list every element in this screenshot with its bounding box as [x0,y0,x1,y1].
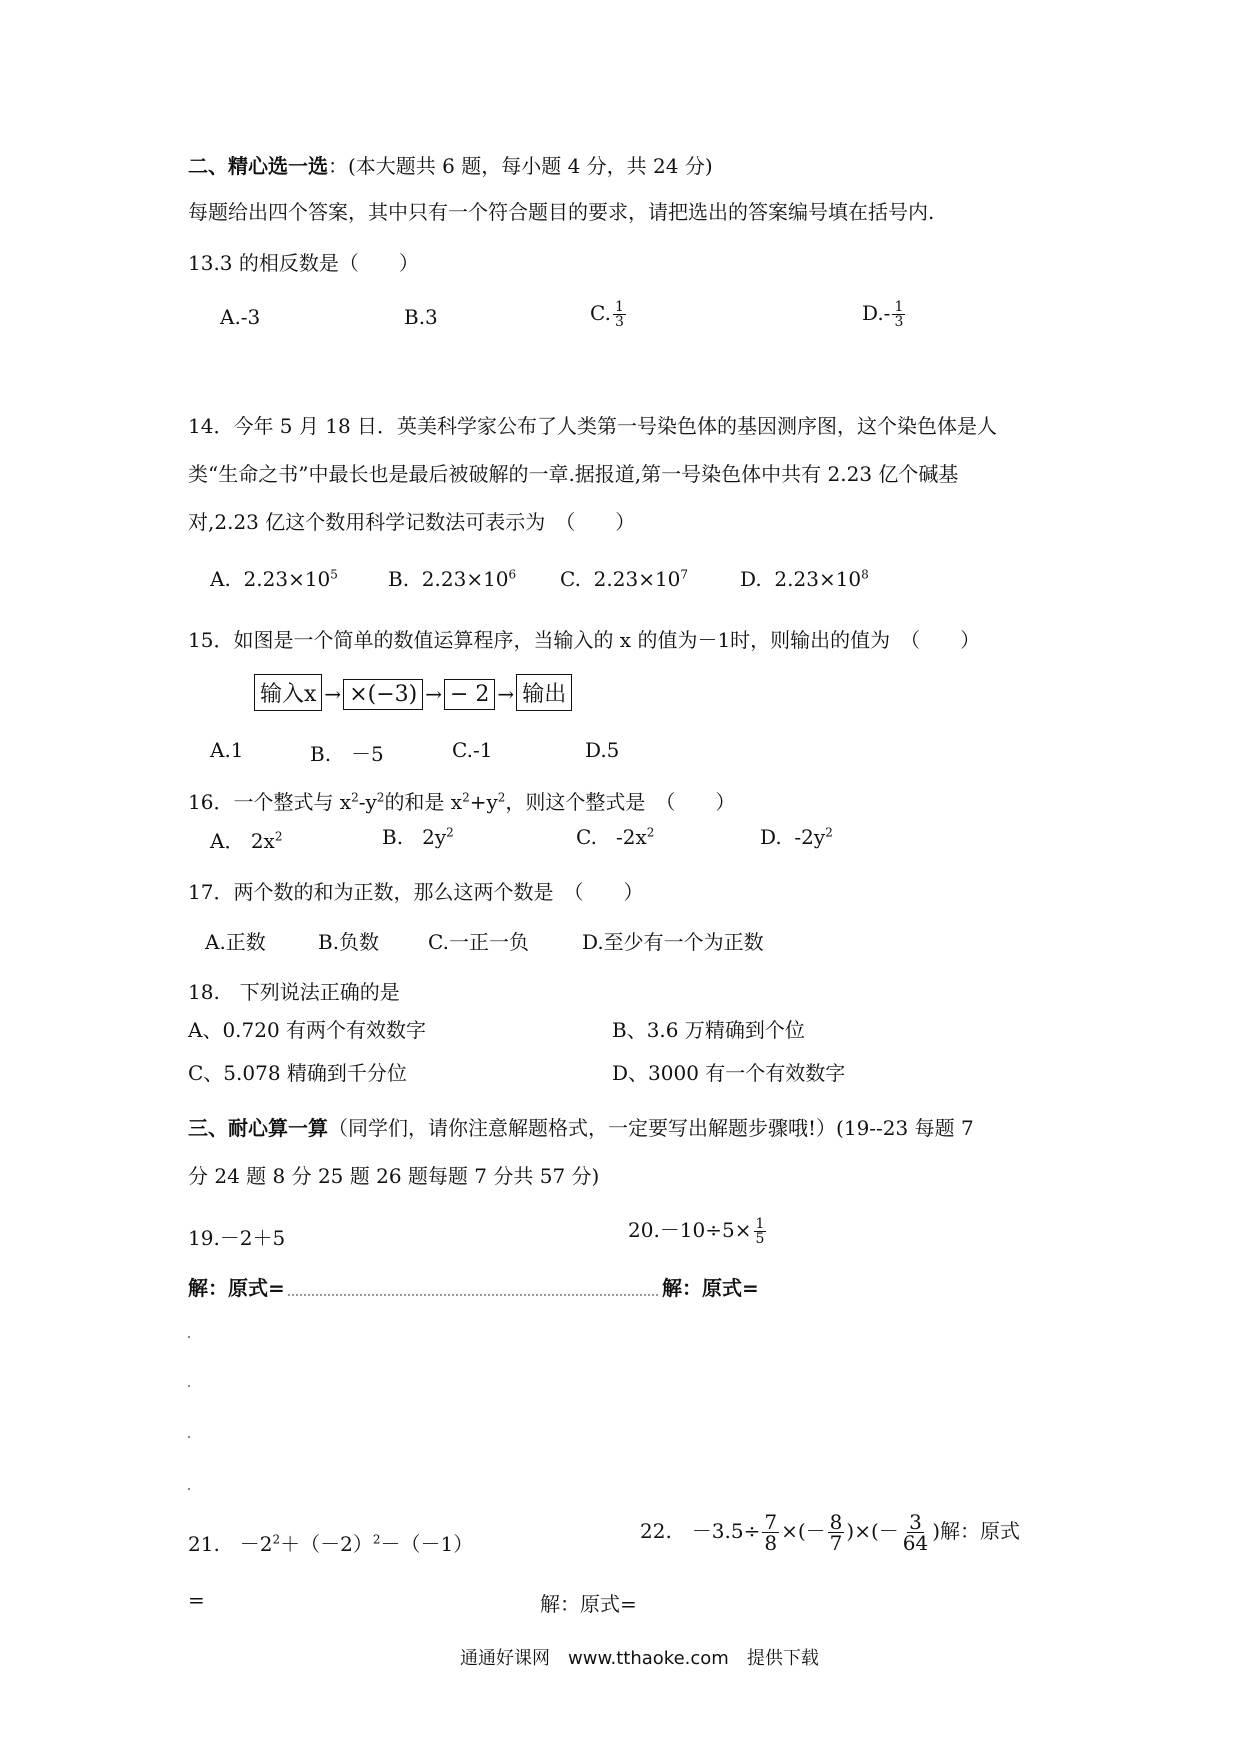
q22-answer-label: 解：原式= [540,1592,637,1616]
q22-fraction-1 [762,1512,779,1553]
q14-c-label: C. [560,567,581,591]
q13-option-d-label: D.- [862,301,891,325]
q16-stem-part: ，则这个整式是 （ ） [505,790,736,814]
q20-numerator: 1 [755,1216,765,1232]
q14-option-c [560,567,688,591]
q16-d-base: -2y [794,825,826,849]
q22-part: 22. －3.5÷ [640,1519,761,1543]
q14-d-exponent: 8 [861,567,869,582]
q14-a-label: A. [210,567,231,591]
q16-option-c [576,825,654,849]
q13-c-denominator: 3 [614,314,624,330]
q16-stem-part: 的和是 x [384,790,463,814]
q17-stem: 17．两个数的和为正数，那么这两个数是 （ ） [188,880,644,904]
q16-d-label: D. [760,825,782,849]
q17-option-d: D.至少有一个为正数 [582,930,764,954]
q16-b-exponent: 2 [446,825,454,840]
q15-option-a: A.1 [210,738,244,762]
flow-arrow-icon: → [324,682,342,706]
q22-fraction-2 [828,1512,845,1553]
q15-option-c: C.-1 [452,738,493,762]
q20-answer-label-text: 解：原式= [662,1276,759,1300]
q13-stem: 13.3 的相反数是（ ） [188,251,419,275]
q16-a-exponent: 2 [274,829,283,844]
q16-stem-part: 16．一个整式与 x [188,790,352,814]
q17-option-a: A.正数 [205,930,266,954]
q16-c-exponent: 2 [646,825,655,840]
q16-option-a [210,825,282,854]
q13-d-denominator: 3 [894,314,904,330]
q17-option-c: C.一正一负 [428,930,529,954]
q13-option-a: A.-3 [220,305,261,329]
section2-title-bold: 二、精心选一选 [188,154,328,178]
margin-dot [188,1488,190,1490]
q19-stem: 19.－2＋5 [188,1226,286,1250]
q13-option-d [862,300,907,329]
section2-instruction: 每题给出四个答案，其中只有一个符合题目的要求，请把选出的答案编号填在括号内. [188,200,935,224]
section3-title [188,1112,974,1141]
flow-box-output: 输出 [516,674,572,711]
q14-c-base: 2.23×10 [593,567,681,591]
q18-stem: 18. 下列说法正确的是 [188,980,400,1004]
q20-answer-label [662,1272,759,1301]
q13-option-c [590,300,628,329]
q21-part: ＋（－2） [280,1532,373,1556]
flow-box-subtract: − 2 [444,679,495,710]
q14-line2: 类“生命之书”中最长也是最后被破解的一章.据报道,第一号染色体中共有 2.23 亿个碱基 [188,462,959,486]
q13-option-d-fraction [892,300,905,329]
section2-title [188,150,713,179]
q14-b-base: 2.23×10 [421,567,509,591]
section2-title-rest: ：(本大题共 6 题，每小题 4 分，共 24 分) [328,154,713,178]
q20-stem-text: 20.－10÷5× [628,1218,752,1242]
flow-arrow-icon: → [425,682,442,706]
q14-option-a [210,567,338,591]
q16-stem-exponent: 2 [351,790,359,805]
page-footer: 通通好课网 www.tthaoke.com 提供下载 [460,1648,819,1669]
q14-d-base: 2.23×10 [774,567,862,591]
q22-fraction-3 [901,1512,930,1553]
q14-c-exponent: 7 [680,567,689,582]
q20-stem [628,1214,768,1246]
q15-option-d: D.5 [585,738,620,762]
q14-a-exponent: 5 [330,567,338,582]
q14-b-exponent: 6 [508,567,517,582]
q16-stem-part: -y [358,790,377,814]
q13-option-b: B.3 [404,305,438,329]
q16-c-label: C. [576,825,597,849]
margin-dot [188,1436,190,1438]
q22-f1-denominator: 8 [764,1531,778,1555]
flow-box-input: 输入x [254,674,322,711]
q16-option-d [760,825,833,849]
q14-option-b [388,567,516,591]
section3-title-rest: （同学们，请你注意解题格式，一定要写出解题步骤哦!）(19--23 每题 7 [328,1116,974,1140]
q16-stem-exponent: 2 [376,790,385,805]
q16-option-b [382,825,454,849]
q15-flowchart [254,674,572,711]
q20-denominator: 5 [755,1231,765,1247]
answer-dotted-line [288,1294,658,1296]
q22-f1-numerator: 7 [764,1510,778,1534]
q21-exponent: 2 [372,1532,381,1547]
q14-option-d [740,567,869,591]
margin-dot [188,1385,190,1387]
q16-stem-exponent: 2 [497,790,506,805]
q22-f3-numerator: 3 [909,1510,922,1534]
q16-a-base: 2x [250,829,275,853]
q21-part: －（－1） [380,1532,474,1556]
q13-option-c-fraction [613,300,626,329]
q15-option-b: B. －5 [310,742,384,766]
q22-part: )解：原式 [932,1519,1021,1543]
q21-part: 21. －2 [188,1532,273,1556]
q18-option-d: D、3000 有一个有效数字 [612,1061,846,1085]
q16-b-label: B. [382,825,404,849]
q22-f2-numerator: 8 [829,1510,843,1534]
q13-option-c-label: C. [590,301,611,325]
q15-stem: 15．如图是一个简单的数值运算程序，当输入的 x 的值为－1时，则输出的值为 （ ） [188,628,981,652]
q21-stem [188,1528,473,1557]
margin-dot [188,1336,190,1338]
q21-answer-equals: = [188,1588,205,1612]
q22-f3-denominator: 64 [902,1531,929,1555]
q16-b-base: 2y [422,825,447,849]
q22-f2-denominator: 7 [829,1531,843,1555]
q18-option-a: A、0.720 有两个有效数字 [188,1018,427,1042]
section3-line2: 分 24 题 8 分 25 题 26 题每题 7 分共 57 分) [188,1164,600,1188]
q14-line1: 14．今年 5 月 18 日．英美科学家公布了人类第一号染色体的基因测序图，这个染色体是人 [188,414,998,438]
q22-part: ×(－ [781,1519,826,1543]
q17-option-b: B.负数 [318,930,380,954]
q20-fraction [754,1217,767,1246]
q16-c-base: -2x [616,825,647,849]
q18-option-c: C、5.078 精确到千分位 [188,1061,407,1085]
q22-part: )×(－ [846,1519,899,1543]
q21-exponent: 2 [272,1532,281,1547]
q13-c-numerator: 1 [614,299,624,315]
q14-b-label: B. [388,567,410,591]
q19-answer-label: 解：原式= [188,1276,285,1300]
q13-d-numerator: 1 [894,299,904,315]
flow-box-multiply: ×(−3) [343,679,423,710]
section3-title-bold: 三、耐心算一算 [188,1116,328,1140]
q16-stem-part: +y [469,790,498,814]
q14-line3: 对,2.23 亿这个数用科学记数法可表示为 （ ） [188,510,636,534]
q16-stem-exponent: 2 [462,790,470,805]
q14-d-label: D. [740,567,762,591]
q16-stem [188,786,735,815]
q16-a-label: A． [210,829,245,853]
q14-a-base: 2.23×10 [243,567,331,591]
q18-option-b: B、3.6 万精确到个位 [612,1018,805,1042]
q22-stem [640,1512,1020,1553]
q16-d-exponent: 2 [825,825,833,840]
flow-arrow-icon: → [497,682,515,706]
